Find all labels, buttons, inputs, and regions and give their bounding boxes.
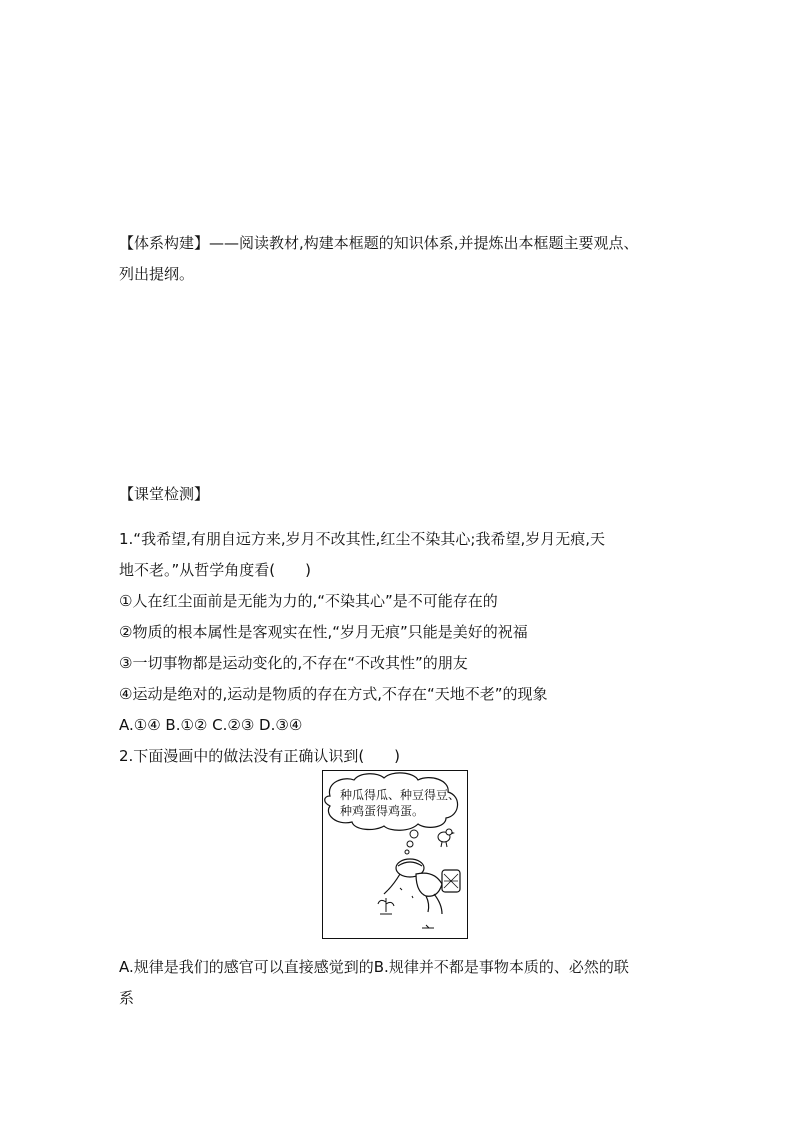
question-1-stem-line-2: 地不老。”从哲学角度看( ) bbox=[119, 561, 311, 579]
cartoon-bubble-line-1: 种瓜得瓜、种豆得豆、 bbox=[340, 788, 461, 802]
question-1-option-1: ①人在红尘面前是无能为力的,“不染其心”是不可能存在的 bbox=[119, 592, 498, 610]
question-1-option-4: ④运动是绝对的,运动是物质的存在方式,不存在“天地不老”的现象 bbox=[119, 685, 548, 703]
basket-icon bbox=[442, 870, 460, 892]
question-1-option-3: ③一切事物都是运动变化的,不存在“不改其性”的朋友 bbox=[119, 654, 468, 672]
question-2-answer-line-2: 系 bbox=[119, 989, 135, 1007]
question-2-stem: 2.下面漫画中的做法没有正确认识到( ) bbox=[119, 747, 401, 765]
question-1-stem-line-1: 1.“我希望,有朋自远方来,岁月不改其性,红尘不染其心;我希望,岁月无痕,天 bbox=[119, 530, 605, 548]
question-1-choices: A.①④ B.①② C.②③ D.③④ bbox=[119, 716, 303, 734]
system-construction-line-1: 【体系构建】——阅读教材,构建本框题的知识体系,并提炼出本框题主要观点、 bbox=[119, 234, 639, 252]
classroom-check-heading: 【课堂检测】 bbox=[119, 485, 210, 503]
cartoon-bubble-line-2: 种鸡蛋得鸡蛋。 bbox=[340, 804, 425, 818]
cartoon-illustration bbox=[322, 770, 468, 939]
question-1-option-2: ②物质的根本属性是客观实在性,“岁月无痕”只能是美好的祝福 bbox=[119, 623, 528, 641]
question-2-answer-line-1: A.规律是我们的感官可以直接感觉到的B.规律并不都是事物本质的、必然的联 bbox=[119, 958, 629, 976]
system-construction-line-2: 列出提纲。 bbox=[119, 265, 195, 283]
